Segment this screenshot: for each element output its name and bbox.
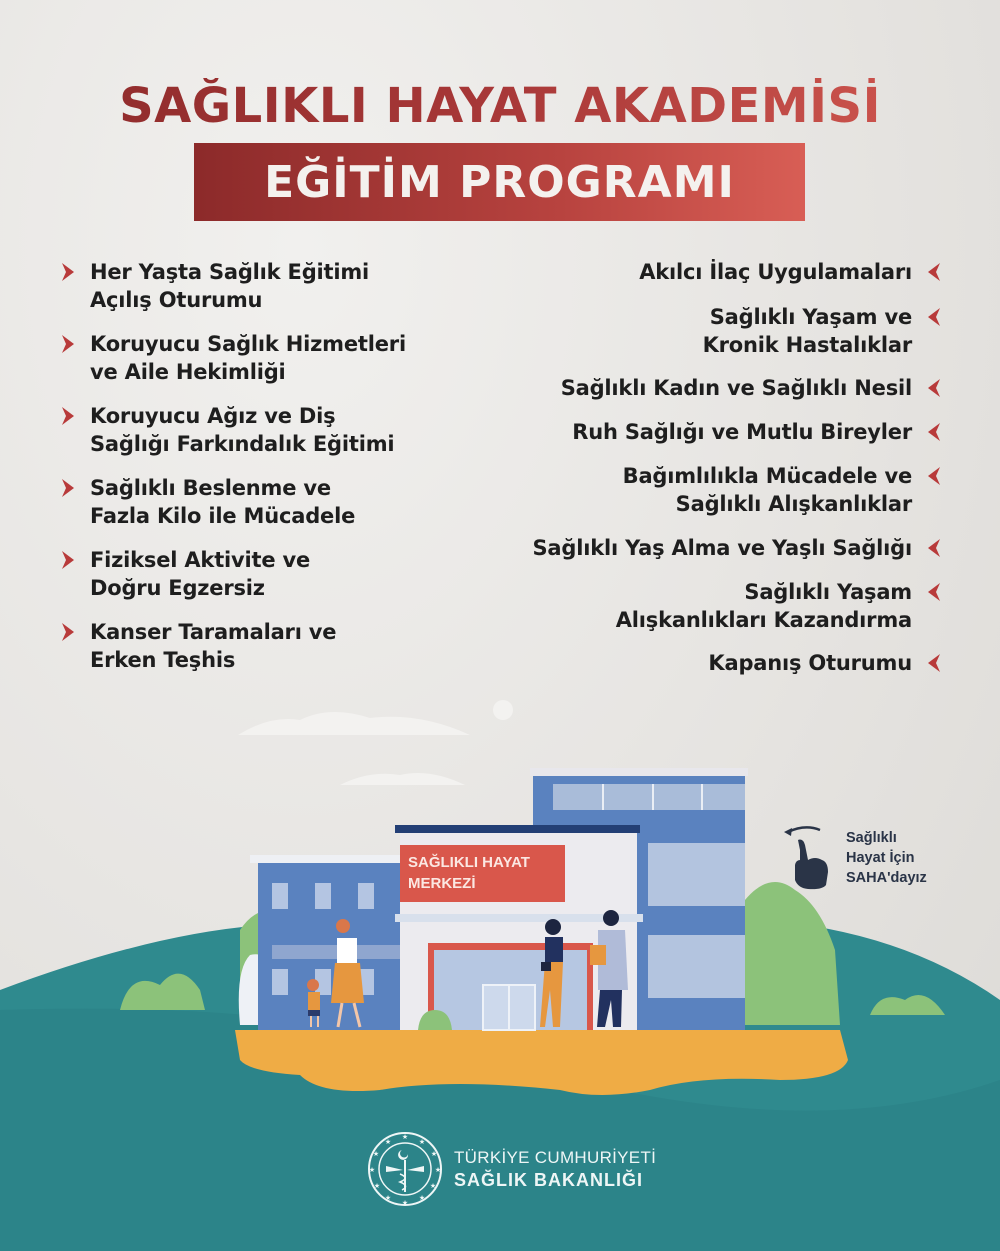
program-list-right [482, 258, 942, 692]
svg-text:★: ★ [384, 1138, 392, 1146]
subtitle-banner [194, 143, 805, 221]
item-line: Erken Teşhis [90, 648, 236, 672]
sun [493, 700, 513, 720]
item-line: Ruh Sağlığı ve Mutlu Bireyler [572, 420, 912, 444]
program-list-left [60, 258, 480, 689]
item-line: Kronik Hastalıklar [702, 333, 912, 357]
chevron-right-icon [60, 550, 76, 570]
svg-text:★: ★ [430, 1150, 438, 1158]
tagline-line: SAHA'dayız [846, 870, 927, 886]
item-line: Sağlıklı Yaş Alma ve Yaşlı Sağlığı [532, 536, 912, 560]
list-item [482, 534, 942, 562]
svg-text:★: ★ [418, 1138, 426, 1146]
svg-text:★: ★ [429, 1182, 437, 1190]
list-item [482, 418, 942, 446]
page-subtitle: EĞİTİM PROGRAMI [264, 156, 735, 208]
svg-text:★: ★ [401, 1133, 409, 1141]
sign-line: MERKEZİ [408, 875, 476, 892]
item-line: Sağlıklı Kadın ve Sağlıklı Nesil [560, 376, 912, 400]
bush [745, 882, 840, 1025]
item-line: Sağlıklı Beslenme ve [90, 476, 331, 500]
item-line: Koruyucu Sağlık Hizmetleri [90, 332, 406, 356]
footer-line1: TÜRKİYE CUMHURİYETİ [454, 1147, 657, 1167]
list-item [60, 618, 480, 674]
tap-hand-icon [784, 827, 828, 889]
svg-text:★: ★ [373, 1182, 381, 1190]
item-line: Sağlıklı Alışkanlıklar [675, 492, 912, 516]
ministry-logo [366, 1130, 656, 1208]
svg-text:★: ★ [418, 1194, 426, 1202]
list-item [482, 303, 942, 359]
tagline-line: Sağlıklı [846, 830, 897, 846]
item-line: Açılış Oturumu [90, 288, 263, 312]
item-line: Kapanış Oturumu [708, 651, 912, 675]
building-sign-text [408, 852, 558, 894]
list-item [60, 258, 480, 314]
item-line: Akılcı İlaç Uygulamaları [639, 260, 912, 284]
chevron-right-icon [60, 622, 76, 642]
cloud [238, 712, 470, 735]
tagline-line: Hayat İçin [846, 850, 915, 866]
item-line: Sağlığı Farkındalık Eğitimi [90, 432, 395, 456]
chevron-left-icon [926, 422, 942, 442]
item-line: Bağımlılıkla Mücadele ve [622, 464, 912, 488]
chevron-left-icon [926, 378, 942, 398]
chevron-right-icon [60, 334, 76, 354]
chevron-right-icon [60, 406, 76, 426]
item-line: Kanser Taramaları ve [90, 620, 337, 644]
svg-text:★: ★ [384, 1194, 392, 1202]
page-title: SAĞLIKLI HAYAT AKADEMİSİ [0, 78, 1000, 134]
tagline [846, 828, 986, 888]
list-item [482, 374, 942, 402]
chevron-right-icon [60, 478, 76, 498]
sign-line: SAĞLIKLI HAYAT [408, 854, 530, 871]
list-item [482, 649, 942, 677]
chevron-left-icon [926, 653, 942, 673]
chevron-left-icon [926, 582, 942, 602]
list-item [60, 546, 480, 602]
item-line: Alışkanlıkları Kazandırma [615, 608, 912, 632]
item-line: Doğru Egzersiz [90, 576, 265, 600]
chevron-right-icon [60, 262, 76, 282]
list-item [60, 402, 480, 458]
item-line: Sağlıklı Yaşam ve [709, 305, 912, 329]
footer-line2: SAĞLIK BAKANLIĞI [454, 1169, 643, 1190]
list-item [60, 474, 480, 530]
item-line: Koruyucu Ağız ve Diş [90, 404, 336, 428]
list-item [482, 462, 942, 518]
item-line: Sağlıklı Yaşam [744, 580, 912, 604]
item-line: Fazla Kilo ile Mücadele [90, 504, 356, 528]
list-item [60, 330, 480, 386]
item-line: ve Aile Hekimliği [90, 360, 286, 384]
chevron-left-icon [926, 466, 942, 486]
chevron-left-icon [926, 262, 942, 282]
ministry-emblem-icon [366, 1130, 444, 1208]
item-line: Her Yaşta Sağlık Eğitimi [90, 260, 370, 284]
svg-text:★: ★ [372, 1150, 380, 1158]
item-line: Fiziksel Aktivite ve [90, 548, 311, 572]
chevron-left-icon [926, 538, 942, 558]
svg-text:★: ★ [401, 1199, 409, 1207]
list-item [482, 258, 942, 286]
svg-text:★: ★ [368, 1166, 376, 1174]
svg-text:★: ★ [434, 1166, 442, 1174]
chevron-left-icon [926, 307, 942, 327]
list-item [482, 578, 942, 634]
cloud [340, 773, 465, 785]
